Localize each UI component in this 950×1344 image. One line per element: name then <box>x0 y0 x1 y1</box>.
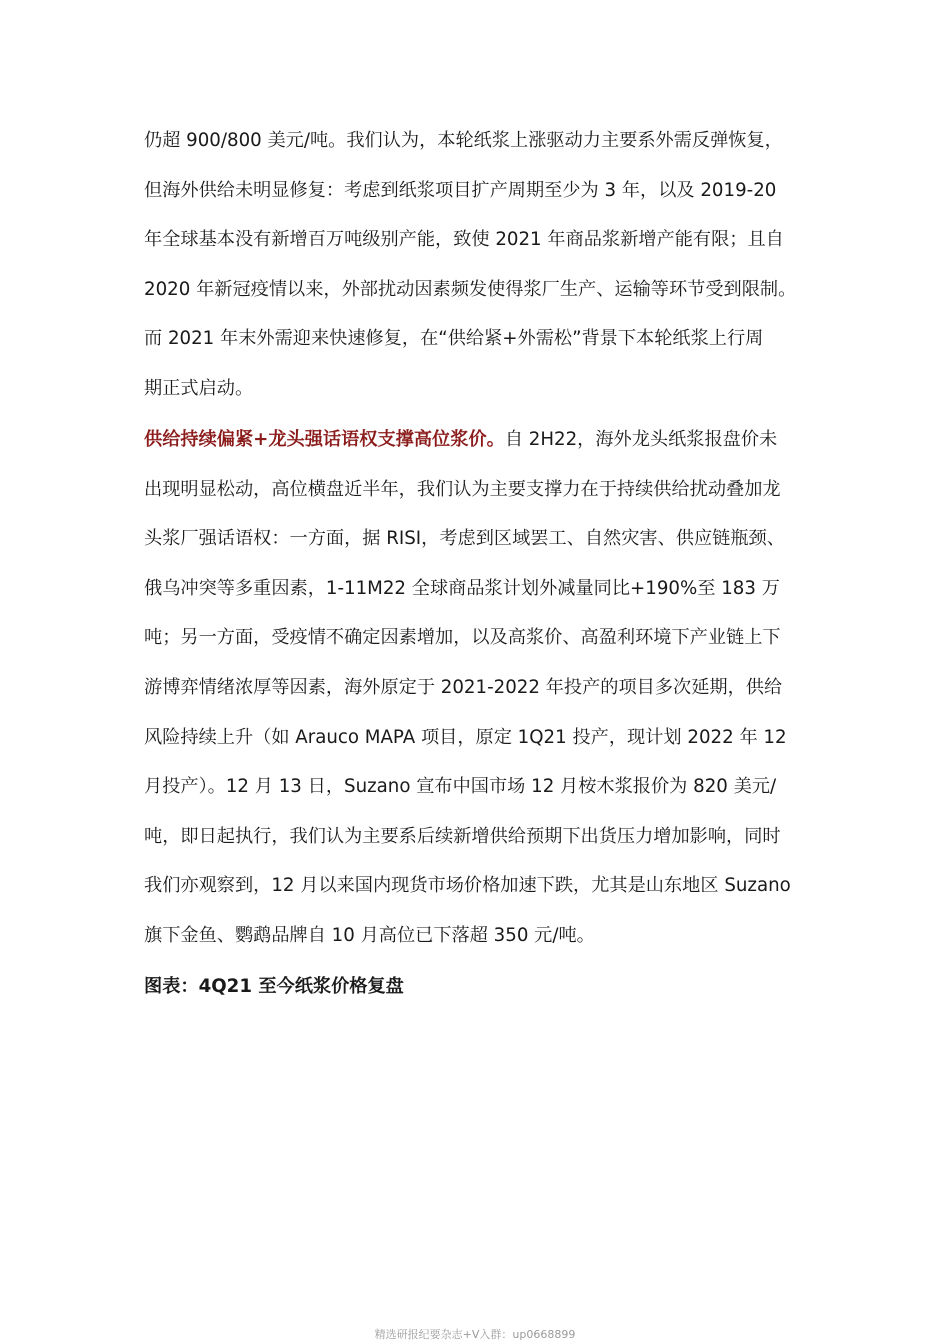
paragraph-line: 吨；另一方面，受疫情不确定因素增加，以及高浆价、高盈利环境下产业链上下 <box>144 627 781 649</box>
paragraph-2 <box>144 415 808 961</box>
paragraph-lead-heading: 供给持续偏紧+龙头强话语权支撑高位浆价。 <box>144 429 505 450</box>
paragraph-first-line <box>144 415 808 465</box>
paragraph-line: 旗下金鱼、鹦鹉品牌自 10 月高位已下落超 350 元/吨。 <box>144 924 595 946</box>
figure-caption: 图表：4Q21 至今纸浆价格复盘 <box>144 976 404 997</box>
paragraph-line: 俄乌冲突等多重因素，1-11M22 全球商品浆计划外减量同比+190%至 183 万 <box>144 577 780 599</box>
paragraph-1 <box>144 116 808 414</box>
paragraph-line: 吨，即日起执行，我们认为主要系后续新增供给预期下出货压力增加影响，同时 <box>144 825 781 847</box>
paragraph-line: 仍超 900/800 美元/吨。我们认为，本轮纸浆上涨驱动力主要系外需反弹恢复， <box>144 130 783 151</box>
paragraph-line: 期正式启动。 <box>144 377 254 399</box>
paragraph-line: 我们亦观察到，12 月以来国内现货市场价格加速下跌，尤其是山东地区 Suzano <box>144 875 791 897</box>
paragraph-line: 出现明显松动，高位横盘近半年，我们认为主要支撑力在于持续供给扰动叠加龙 <box>144 478 781 500</box>
paragraph-line: 年全球基本没有新增百万吨级别产能，致使 2021 年商品浆新增产能有限；且自 <box>144 229 784 251</box>
paragraph-line: 游博弈情绪浓厚等因素，海外原定于 2021-2022 年投产的项目多次延期，供给 <box>144 676 783 698</box>
paragraph-first-line-text: 自 2H22，海外龙头纸浆报盘价未 <box>504 429 778 450</box>
paragraph-line: 月投产）。12 月 13 日，Suzano 宣布中国市场 12 月桉木浆报价为 820 美元/ <box>144 776 777 798</box>
paragraph-line: 2020 年新冠疫情以来，外部扰动因素频发使得浆厂生产、运输等环节受到限制。 <box>144 278 797 300</box>
paragraph-line: 但海外供给未明显修复：考虑到纸浆项目扩产周期至少为 3 年，以及 2019-20 <box>144 179 777 201</box>
footer-watermark: 精选研报纪要杂志+V入群：up0668899 <box>374 1328 576 1341</box>
paragraph-line: 头浆厂强话语权：一方面，据 RISI，考虑到区域罢工、自然灾害、供应链瓶颈、 <box>144 528 785 550</box>
paragraph-line: 风险持续上升（如 Arauco MAPA 项目，原定 1Q21 投产，现计划 2022 年 12 <box>144 726 787 748</box>
paragraph-line: 而 2021 年末外需迎来快速修复，在“供给紧+外需松”背景下本轮纸浆上行周 <box>144 328 764 350</box>
